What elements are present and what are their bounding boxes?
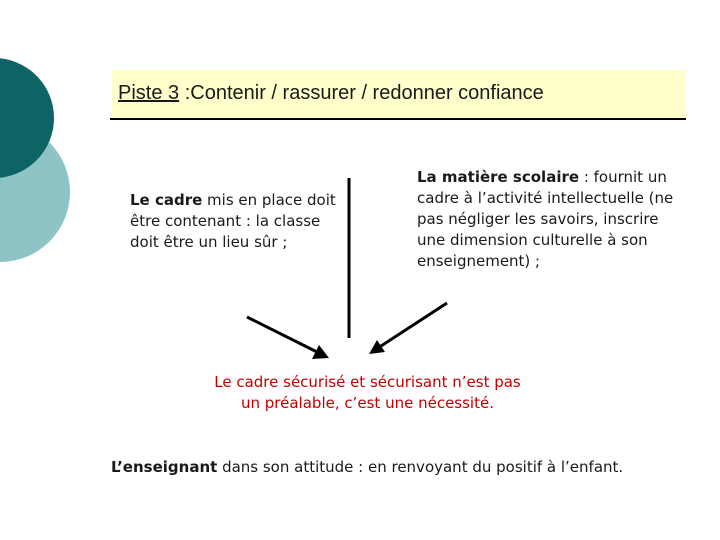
left-arrow-shaft (247, 317, 317, 352)
right-block-bold: La matière scolaire (417, 168, 580, 186)
conclusion-line-1: Le cadre sécurisé et sécurisant n’est pas (214, 373, 521, 391)
title-text: :Contenir / rassurer / redonner confiance (179, 82, 544, 104)
bottom-text-block (111, 457, 671, 478)
left-block-text: mis en place doit être contenant : la classe doit être un lieu sûr ; (130, 191, 336, 251)
bottom-block-bold: L’enseignant (111, 458, 218, 476)
bottom-block-text: dans son attitude : en renvoyant du positif à l’enfant. (217, 458, 624, 476)
right-arrow-shaft (381, 303, 447, 346)
right-block-text: : fournit un cadre à l’activité intellectuelle (ne pas négliger les savoirs, inscrire une dimension culturelle à son enseignement) ; (417, 168, 674, 270)
title-piste-label: Piste 3 (118, 82, 180, 104)
conclusion-line-2: un préalable, c’est une nécessité. (241, 394, 494, 412)
right-arrow-head (369, 340, 385, 354)
conclusion-text (160, 372, 575, 414)
left-block-bold: Le cadre (130, 191, 203, 209)
